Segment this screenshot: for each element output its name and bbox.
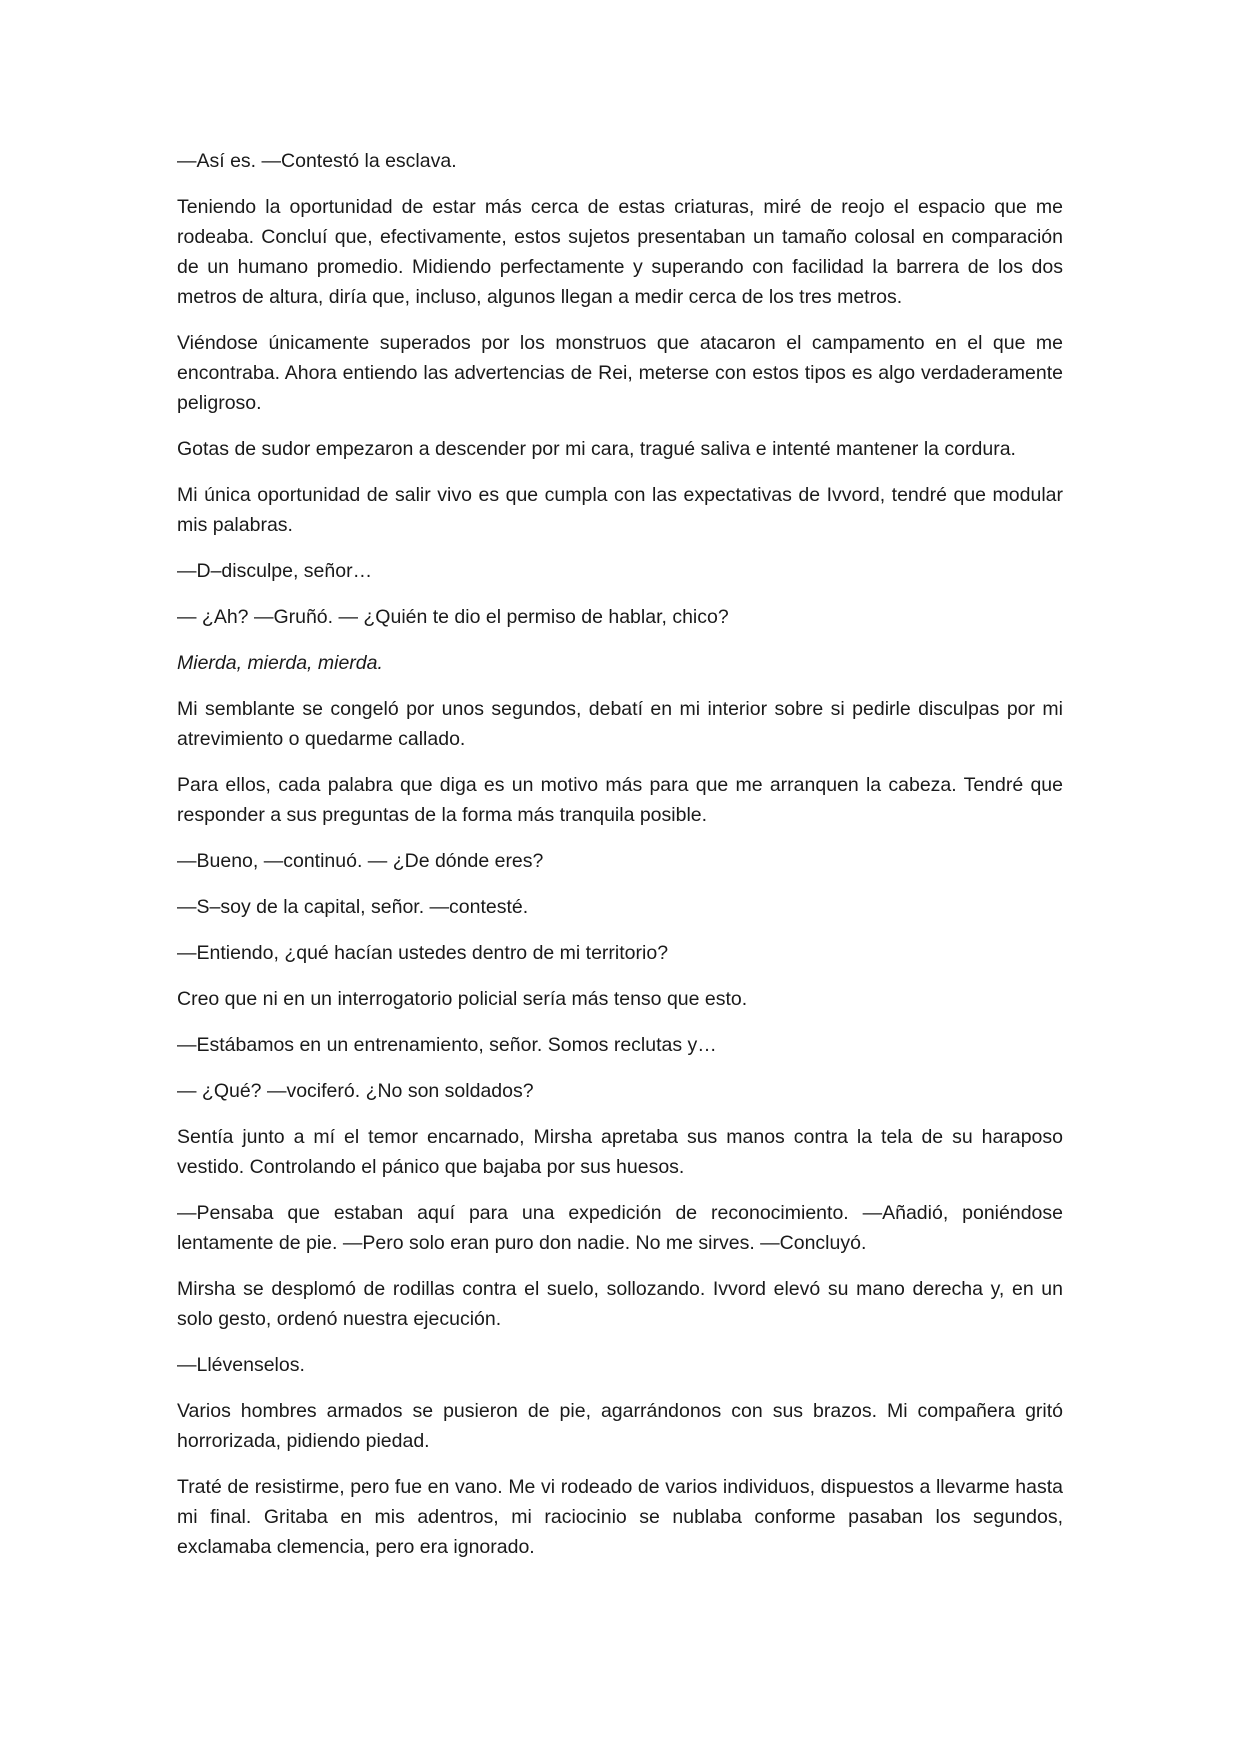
paragraph: Varios hombres armados se pusieron de pie, agarrándonos con sus brazos. Mi compañera gritó horrorizada, pidiendo piedad. (177, 1400, 1063, 1452)
paragraph: Teniendo la oportunidad de estar más cerca de estas criaturas, miré de reojo el espacio que me rodeaba. Concluí que, efectivamente, estos sujetos presentaban un tamaño colosal en comparación de un humano promedio. Midiendo perfectamente y superando con facilidad la barrera de los dos metros de altura, diría que, incluso, algunos llegan a medir cerca de los tres metros. (177, 196, 1063, 308)
paragraph: —Así es. —Contestó la esclava. (177, 150, 457, 172)
paragraph: —Estábamos en un entrenamiento, señor. Somos reclutas y… (177, 1034, 717, 1056)
paragraph: Gotas de sudor empezaron a descender por mi cara, tragué saliva e intenté mantener la cordura. (177, 438, 1016, 460)
paragraph: — ¿Qué? —vociferó. ¿No son soldados? (177, 1080, 534, 1102)
paragraph: —Bueno, —continuó. — ¿De dónde eres? (177, 850, 544, 872)
paragraph: —D–disculpe, señor… (177, 560, 373, 582)
paragraph: —Pensaba que estaban aquí para una expedición de reconocimiento. —Añadió, poniéndose lentamente de pie. —Pero solo eran puro don nadie. No me sirves. —Concluyó. (177, 1202, 1063, 1254)
paragraph: — ¿Ah? —Gruñó. — ¿Quién te dio el permiso de hablar, chico? (177, 606, 729, 628)
paragraph-italic: Mierda, mierda, mierda. (177, 652, 383, 674)
paragraph: —Llévenselos. (177, 1354, 305, 1376)
paragraph: —S–soy de la capital, señor. —contesté. (177, 896, 529, 918)
paragraph: Mi semblante se congeló por unos segundos, debatí en mi interior sobre si pedirle disculpas por mi atrevimiento o quedarme callado. (177, 698, 1063, 750)
document-body (177, 146, 1063, 1578)
paragraph: Traté de resistirme, pero fue en vano. Me vi rodeado de varios individuos, dispuestos a llevarme hasta mi final. Gritaba en mis adentros, mi raciocinio se nublaba conforme pasaban los segundos, exclamaba clemencia, pero era ignorado. (177, 1476, 1063, 1558)
paragraph: Mirsha se desplomó de rodillas contra el suelo, sollozando. Ivvord elevó su mano derecha y, en un solo gesto, ordenó nuestra ejecución. (177, 1278, 1063, 1330)
paragraph: Para ellos, cada palabra que diga es un motivo más para que me arranquen la cabeza. Tendré que responder a sus preguntas de la forma más tranquila posible. (177, 774, 1063, 826)
paragraph: Viéndose únicamente superados por los monstruos que atacaron el campamento en el que me encontraba. Ahora entiendo las advertencias de Rei, meterse con estos tipos es algo verdaderamente peligroso. (177, 332, 1063, 414)
paragraph: —Entiendo, ¿qué hacían ustedes dentro de mi territorio? (177, 942, 669, 964)
paragraph: Sentía junto a mí el temor encarnado, Mirsha apretaba sus manos contra la tela de su haraposo vestido. Controlando el pánico que bajaba por sus huesos. (177, 1126, 1063, 1178)
paragraph: Creo que ni en un interrogatorio policial sería más tenso que esto. (177, 988, 748, 1010)
paragraph: Mi única oportunidad de salir vivo es que cumpla con las expectativas de Ivvord, tendré que modular mis palabras. (177, 484, 1063, 536)
